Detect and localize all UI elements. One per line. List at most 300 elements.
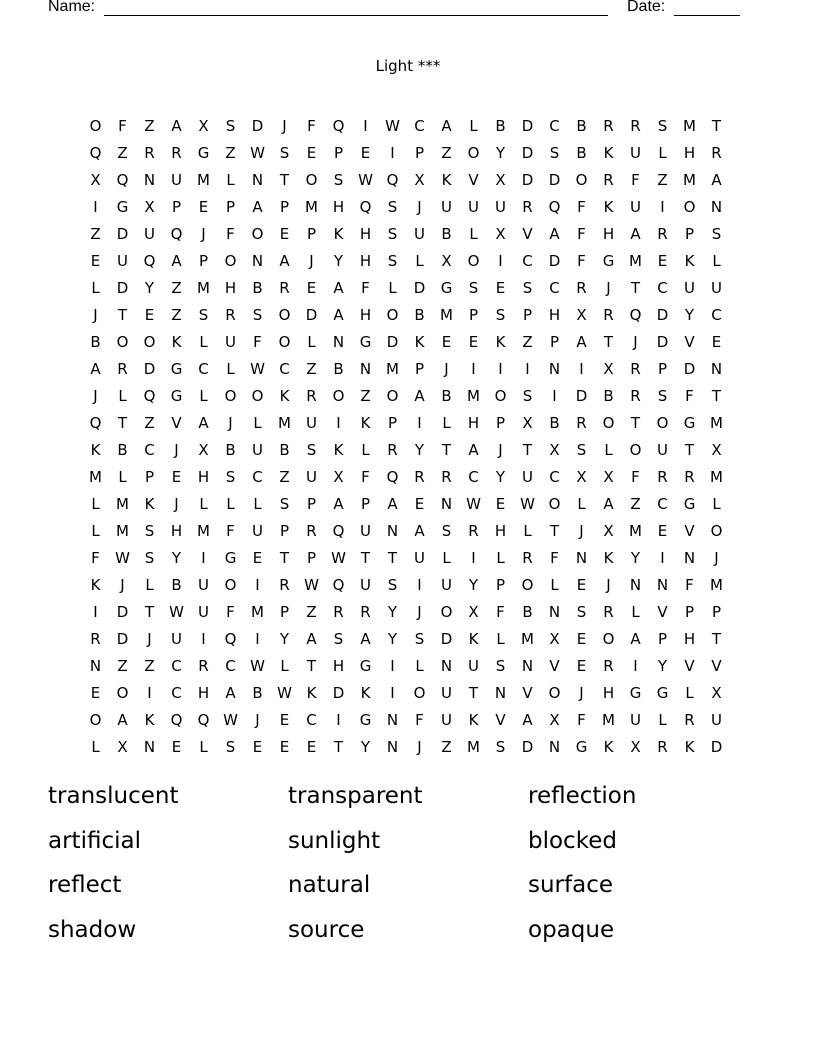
grid-letter: P: [495, 414, 506, 432]
grid-letter: Q: [359, 198, 372, 216]
grid-letter: L: [442, 549, 451, 567]
grid-letter: U: [225, 333, 236, 351]
grid-letter: X: [576, 468, 587, 486]
grid-letter: L: [361, 441, 370, 459]
grid-letter: E: [198, 198, 209, 216]
grid-letter: A: [90, 360, 101, 378]
grid-letter: B: [225, 441, 236, 459]
grid-letter: E: [495, 495, 506, 513]
grid-letter: R: [414, 468, 425, 486]
grid-letter: L: [469, 117, 478, 135]
grid-letter: E: [90, 252, 101, 270]
grid-letter: F: [577, 225, 586, 243]
grid-letter: E: [576, 657, 587, 675]
grid-letter: U: [441, 684, 452, 702]
grid-letter: L: [604, 441, 613, 459]
grid-letter: U: [495, 198, 506, 216]
grid-letter: Z: [441, 738, 452, 756]
grid-letter: P: [468, 306, 479, 324]
grid-letter: M: [305, 198, 318, 216]
grid-letter: O: [548, 495, 561, 513]
grid-letter: N: [440, 495, 453, 513]
grid-letter: X: [144, 198, 155, 216]
grid-letter: K: [441, 171, 452, 189]
word-bank-item: translucent: [48, 783, 179, 809]
grid-letter: L: [226, 495, 235, 513]
grid-letter: F: [685, 387, 694, 405]
grid-letter: O: [683, 198, 696, 216]
grid-letter: U: [522, 468, 533, 486]
grid-row: [82, 194, 732, 221]
word-bank-item: artificial: [48, 827, 141, 854]
grid-letter: S: [576, 441, 587, 459]
grid-letter: G: [170, 360, 183, 378]
grid-letter: L: [469, 225, 478, 243]
grid-letter: M: [521, 630, 534, 648]
grid-letter: E: [306, 279, 317, 297]
grid-letter: C: [549, 117, 560, 135]
grid-letter: I: [471, 360, 476, 378]
grid-letter: F: [361, 468, 370, 486]
grid-letter: S: [252, 306, 263, 324]
grid-letter: V: [684, 333, 695, 351]
grid-letter: N: [656, 576, 669, 594]
grid-letter: N: [548, 603, 561, 621]
word-bank-item: shadow: [48, 916, 137, 943]
grid-letter: U: [441, 711, 452, 729]
grid-letter: R: [333, 603, 344, 621]
grid-letter: S: [279, 144, 290, 162]
grid-letter: P: [225, 198, 236, 216]
grid-letter: Z: [279, 468, 290, 486]
grid-letter: N: [143, 171, 156, 189]
grid-letter: L: [415, 657, 424, 675]
grid-letter: C: [171, 684, 182, 702]
grid-letter: O: [575, 171, 588, 189]
grid-letter: J: [93, 306, 98, 324]
grid-letter: C: [657, 495, 668, 513]
grid-letter: K: [495, 333, 506, 351]
grid-letter: Y: [360, 738, 371, 756]
grid-letter: M: [197, 522, 210, 540]
grid-letter: A: [441, 117, 452, 135]
grid-row: [82, 599, 732, 626]
grid-letter: C: [711, 306, 722, 324]
grid-letter: S: [711, 225, 722, 243]
grid-letter: O: [224, 252, 237, 270]
grid-letter: G: [629, 684, 642, 702]
grid-letter: B: [252, 279, 263, 297]
word-bank-item: reflect: [48, 872, 122, 898]
grid-letter: N: [251, 252, 264, 270]
grid-letter: P: [171, 198, 182, 216]
grid-letter: U: [198, 603, 209, 621]
grid-letter: E: [306, 144, 317, 162]
letter-grid: [82, 113, 732, 761]
grid-letter: A: [603, 495, 614, 513]
grid-letter: B: [441, 387, 452, 405]
grid-letter: I: [660, 198, 665, 216]
grid-letter: E: [468, 333, 479, 351]
grid-letter: T: [549, 522, 560, 540]
grid-letter: M: [116, 495, 129, 513]
word-bank-item: reflection: [528, 783, 637, 809]
grid-letter: V: [495, 711, 506, 729]
grid-letter: R: [441, 468, 452, 486]
grid-letter: F: [226, 225, 235, 243]
grid-letter: X: [522, 414, 533, 432]
grid-letter: F: [118, 117, 127, 135]
grid-letter: Y: [495, 144, 506, 162]
grid-letter: O: [251, 387, 264, 405]
grid-letter: B: [495, 117, 506, 135]
grid-letter: U: [117, 252, 128, 270]
grid-letter: G: [116, 198, 129, 216]
grid-letter: X: [630, 738, 641, 756]
grid-letter: A: [333, 279, 344, 297]
grid-letter: N: [710, 360, 723, 378]
grid-letter: H: [602, 225, 615, 243]
grid-letter: B: [576, 144, 587, 162]
grid-letter: U: [441, 198, 452, 216]
grid-letter: E: [576, 630, 587, 648]
grid-letter: W: [250, 144, 265, 162]
grid-letter: L: [91, 738, 100, 756]
grid-letter: Q: [143, 252, 156, 270]
grid-letter: A: [306, 630, 317, 648]
grid-letter: L: [496, 549, 505, 567]
grid-letter: F: [577, 711, 586, 729]
grid-letter: S: [495, 657, 506, 675]
word-bank-item: sunlight: [288, 827, 381, 854]
grid-letter: N: [143, 738, 156, 756]
grid-letter: N: [521, 657, 534, 675]
grid-letter: U: [252, 522, 263, 540]
grid-letter: K: [603, 198, 614, 216]
grid-letter: A: [576, 333, 587, 351]
grid-letter: S: [198, 306, 209, 324]
grid-letter: I: [525, 360, 530, 378]
grid-letter: M: [467, 738, 480, 756]
grid-letter: Q: [386, 468, 399, 486]
grid-letter: I: [201, 630, 206, 648]
grid-letter: M: [683, 117, 696, 135]
grid-letter: J: [633, 333, 638, 351]
grid-letter: U: [441, 576, 452, 594]
grid-letter: D: [575, 387, 588, 405]
grid-letter: Z: [522, 333, 533, 351]
grid-letter: N: [359, 360, 372, 378]
grid-letter: N: [548, 738, 561, 756]
grid-letter: A: [333, 306, 344, 324]
grid-letter: E: [576, 576, 587, 594]
grid-row: [82, 653, 732, 680]
grid-letter: N: [683, 549, 696, 567]
grid-letter: R: [279, 279, 290, 297]
grid-letter: E: [144, 306, 155, 324]
grid-letter: O: [89, 117, 102, 135]
grid-letter: C: [549, 468, 560, 486]
grid-letter: N: [629, 576, 642, 594]
grid-letter: K: [360, 414, 371, 432]
grid-letter: U: [252, 441, 263, 459]
grid-letter: S: [495, 738, 506, 756]
grid-letter: E: [171, 738, 182, 756]
grid-letter: M: [710, 576, 723, 594]
grid-letter: X: [90, 171, 101, 189]
grid-letter: L: [307, 333, 316, 351]
grid-letter: Y: [279, 630, 290, 648]
grid-letter: W: [250, 657, 265, 675]
grid-letter: M: [197, 279, 210, 297]
grid-letter: J: [174, 495, 179, 513]
grid-letter: U: [306, 414, 317, 432]
grid-letter: O: [629, 441, 642, 459]
grid-letter: M: [683, 171, 696, 189]
grid-letter: U: [468, 198, 479, 216]
grid-letter: R: [522, 549, 533, 567]
grid-letter: W: [520, 495, 535, 513]
worksheet-header: [0, 0, 816, 18]
grid-letter: K: [684, 252, 695, 270]
grid-letter: A: [117, 711, 128, 729]
grid-letter: P: [684, 225, 695, 243]
grid-letter: W: [358, 171, 373, 189]
grid-letter: Y: [630, 549, 641, 567]
grid-letter: A: [360, 630, 371, 648]
grid-letter: Z: [144, 117, 155, 135]
grid-letter: H: [332, 657, 345, 675]
grid-letter: C: [198, 360, 209, 378]
grid-letter: G: [575, 738, 588, 756]
grid-letter: T: [333, 738, 344, 756]
grid-letter: H: [494, 522, 507, 540]
grid-letter: E: [171, 468, 182, 486]
grid-letter: U: [468, 657, 479, 675]
grid-letter: P: [306, 225, 317, 243]
grid-letter: S: [279, 495, 290, 513]
grid-letter: M: [386, 360, 399, 378]
grid-letter: I: [255, 576, 260, 594]
grid-letter: T: [279, 549, 290, 567]
grid-letter: M: [197, 171, 210, 189]
grid-letter: S: [549, 144, 560, 162]
grid-letter: D: [413, 279, 426, 297]
grid-letter: F: [577, 252, 586, 270]
grid-letter: I: [471, 549, 476, 567]
grid-letter: D: [656, 306, 669, 324]
grid-letter: D: [440, 630, 453, 648]
grid-letter: I: [390, 684, 395, 702]
grid-letter: G: [359, 711, 372, 729]
grid-letter: N: [548, 360, 561, 378]
grid-letter: X: [549, 711, 560, 729]
grid-letter: W: [331, 549, 346, 567]
grid-letter: S: [387, 576, 398, 594]
grid-letter: D: [548, 252, 561, 270]
grid-letter: R: [144, 144, 155, 162]
grid-letter: A: [171, 252, 182, 270]
grid-letter: F: [91, 549, 100, 567]
grid-letter: P: [414, 360, 425, 378]
grid-letter: Q: [170, 225, 183, 243]
grid-letter: F: [415, 711, 424, 729]
grid-letter: K: [414, 333, 425, 351]
grid-letter: T: [711, 387, 722, 405]
grid-letter: P: [279, 198, 290, 216]
date-label: Date:: [627, 0, 666, 15]
grid-letter: H: [197, 684, 210, 702]
grid-letter: L: [496, 630, 505, 648]
grid-letter: O: [521, 576, 534, 594]
grid-letter: P: [657, 630, 668, 648]
grid-row: [82, 383, 732, 410]
grid-letter: Z: [306, 603, 317, 621]
grid-letter: P: [360, 495, 371, 513]
grid-letter: O: [224, 576, 237, 594]
grid-letter: J: [201, 225, 206, 243]
grid-letter: H: [359, 225, 372, 243]
grid-letter: R: [603, 117, 614, 135]
grid-letter: O: [305, 171, 318, 189]
date-blank-line: [674, 15, 740, 16]
grid-letter: J: [120, 576, 125, 594]
grid-letter: T: [360, 549, 371, 567]
grid-letter: K: [144, 495, 155, 513]
grid-letter: F: [226, 522, 235, 540]
grid-letter: B: [549, 414, 560, 432]
grid-letter: T: [711, 117, 722, 135]
grid-letter: B: [252, 684, 263, 702]
grid-letter: N: [386, 522, 399, 540]
word-bank-item: blocked: [528, 827, 617, 854]
grid-letter: V: [657, 603, 668, 621]
grid-letter: I: [336, 711, 341, 729]
grid-letter: P: [522, 306, 533, 324]
grid-letter: I: [255, 630, 260, 648]
grid-letter: I: [498, 360, 503, 378]
grid-letter: M: [467, 387, 480, 405]
grid-row: [82, 518, 732, 545]
grid-letter: U: [198, 576, 209, 594]
grid-letter: I: [390, 657, 395, 675]
grid-row: [82, 167, 732, 194]
grid-letter: U: [414, 549, 425, 567]
grid-letter: M: [629, 522, 642, 540]
grid-letter: K: [468, 711, 479, 729]
grid-letter: Q: [386, 171, 399, 189]
grid-letter: H: [332, 198, 345, 216]
word-bank-item: surface: [528, 872, 614, 898]
grid-letter: U: [684, 279, 695, 297]
grid-row: [82, 626, 732, 653]
grid-letter: D: [332, 684, 345, 702]
grid-letter: A: [414, 522, 425, 540]
grid-letter: S: [333, 171, 344, 189]
grid-letter: D: [683, 360, 696, 378]
grid-letter: V: [171, 414, 182, 432]
name-blank-line: [104, 15, 608, 16]
grid-letter: Z: [171, 279, 182, 297]
grid-letter: Y: [657, 657, 668, 675]
grid-letter: T: [630, 414, 641, 432]
grid-letter: F: [307, 117, 316, 135]
grid-letter: T: [144, 603, 155, 621]
grid-letter: X: [495, 225, 506, 243]
grid-letter: R: [576, 279, 587, 297]
grid-letter: K: [279, 387, 290, 405]
grid-letter: Q: [89, 144, 102, 162]
grid-letter: F: [496, 603, 505, 621]
grid-letter: V: [711, 657, 722, 675]
grid-letter: F: [550, 549, 559, 567]
grid-letter: E: [711, 333, 722, 351]
grid-letter: L: [712, 252, 721, 270]
grid-row: [82, 410, 732, 437]
grid-letter: L: [388, 279, 397, 297]
grid-letter: H: [602, 684, 615, 702]
grid-letter: Z: [225, 144, 236, 162]
grid-letter: A: [333, 495, 344, 513]
grid-letter: G: [683, 495, 696, 513]
grid-row: [82, 356, 732, 383]
grid-letter: V: [468, 171, 479, 189]
grid-letter: E: [414, 495, 425, 513]
grid-letter: S: [387, 252, 398, 270]
grid-letter: P: [306, 549, 317, 567]
grid-row: [82, 572, 732, 599]
grid-letter: B: [279, 441, 290, 459]
grid-letter: T: [441, 441, 452, 459]
grid-letter: J: [606, 576, 611, 594]
grid-letter: E: [252, 549, 263, 567]
grid-letter: R: [657, 468, 668, 486]
grid-letter: L: [91, 279, 100, 297]
grid-letter: E: [360, 144, 371, 162]
grid-letter: G: [197, 144, 210, 162]
grid-letter: O: [116, 333, 129, 351]
grid-letter: S: [144, 522, 155, 540]
grid-letter: Y: [333, 252, 344, 270]
grid-letter: X: [495, 171, 506, 189]
grid-letter: K: [306, 684, 317, 702]
grid-letter: Z: [90, 225, 101, 243]
grid-letter: E: [279, 738, 290, 756]
grid-letter: O: [413, 684, 426, 702]
grid-letter: D: [116, 630, 129, 648]
grid-letter: A: [198, 414, 209, 432]
grid-letter: S: [387, 225, 398, 243]
grid-letter: J: [228, 414, 233, 432]
grid-letter: S: [333, 630, 344, 648]
grid-letter: A: [225, 684, 236, 702]
grid-letter: Q: [629, 306, 642, 324]
grid-letter: G: [602, 252, 615, 270]
grid-letter: L: [658, 711, 667, 729]
grid-letter: C: [279, 360, 290, 378]
grid-letter: M: [629, 252, 642, 270]
grid-letter: L: [550, 576, 559, 594]
grid-letter: T: [117, 414, 128, 432]
grid-letter: Y: [684, 306, 695, 324]
grid-letter: X: [333, 468, 344, 486]
grid-letter: H: [359, 252, 372, 270]
grid-letter: G: [359, 333, 372, 351]
word-bank-item: transparent: [288, 783, 423, 809]
grid-letter: J: [93, 387, 98, 405]
grid-letter: C: [549, 279, 560, 297]
grid-row: [82, 734, 732, 761]
